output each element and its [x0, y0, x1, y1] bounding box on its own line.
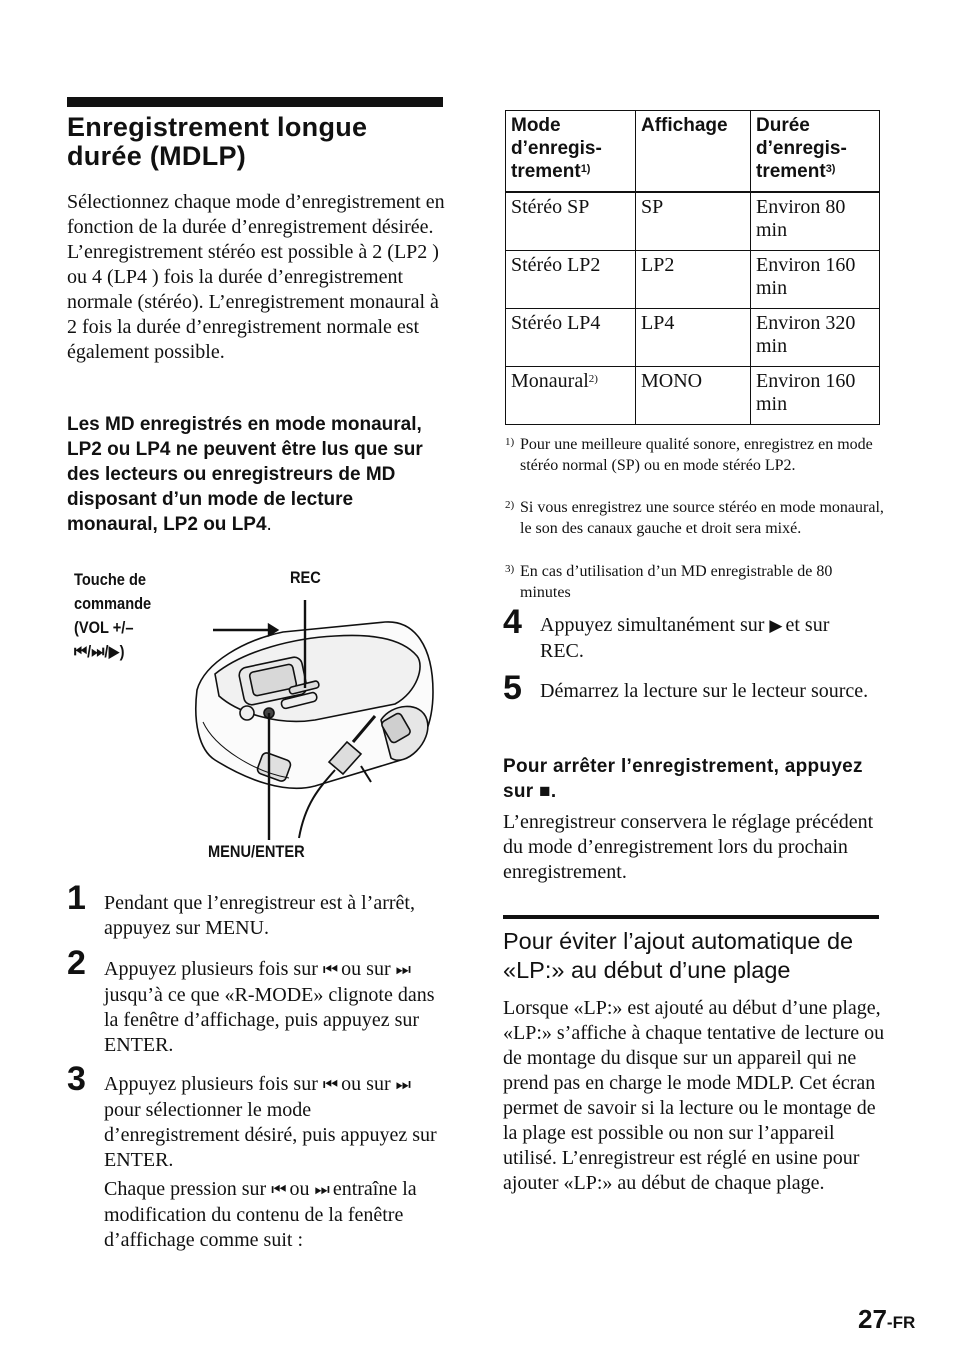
warning-period: .: [266, 514, 272, 535]
header-duration-note: 3): [825, 163, 836, 175]
intro-paragraph: Sélectionnez chaque mode d’enregistrement en fonction de la durée d’enregistrement désirée. L’enregistrement stéréo est possible à 2 (LP2 ) ou 4 (LP4 ) fois la durée d’enregistrement normale (stéréo). L’enregistrement monaural à 2 fois la durée d’enregistrement normale est également possible.: [67, 191, 445, 363]
step-2-text-a: Appuyez plusieurs fois sur: [104, 958, 318, 980]
step-4-text: [540, 613, 870, 664]
cell-mode-text: Monaural: [511, 370, 589, 392]
stop-recording-body: L’enregistreur conservera le réglage précédent du mode d’enregistrement lors du prochain enregistrement.: [503, 811, 874, 883]
control-key-label-line-2: commande: [74, 594, 152, 613]
cell-mode-text: Stéréo SP: [511, 196, 590, 218]
step-3-sub-a: Chaque pression sur: [104, 1178, 267, 1200]
section-rule: [503, 915, 879, 919]
header-mode: [506, 111, 636, 193]
footnote-2-mark: 2): [505, 499, 515, 511]
prev-track-icon: ⏮: [322, 960, 337, 980]
header-mode-note: 1): [580, 163, 591, 175]
table-row: [506, 192, 880, 251]
rec-label: REC: [290, 568, 321, 587]
control-key-label-line-3: (VOL +/–: [74, 618, 134, 637]
footnote-3-mark: 3): [505, 563, 515, 575]
step-4-number: 4: [503, 603, 522, 641]
next-track-icon: ⏭: [395, 1075, 409, 1095]
prev-track-icon: ⏮: [271, 1180, 285, 1200]
cell-duration: Environ 80 min: [751, 192, 880, 251]
header-duration-label: Durée d’enregis-trement: [756, 115, 847, 182]
cell-display: LP2: [636, 251, 751, 309]
step-3-text-c: pour sélectionner le mode d’enregistrement désiré, puis appuyez sur ENTER.: [104, 1099, 437, 1171]
step-4-text-b: et sur REC.: [540, 614, 830, 662]
footnote-1: [505, 434, 885, 476]
cell-mode-note: 2): [588, 373, 598, 385]
md-recorder-illustration: [185, 592, 445, 842]
step-3-subtext: [104, 1177, 454, 1253]
table-row: [506, 251, 880, 309]
step-2-text-c: jusqu’à ce que «R-MODE» clignote dans la fenêtre d’affichage, puis appuyez sur ENTER.: [104, 984, 435, 1056]
step-2-number: 2: [67, 944, 86, 982]
table-row: [506, 367, 880, 425]
cell-mode-text: Stéréo LP2: [511, 254, 601, 276]
step-3-sub-b: ou: [289, 1178, 310, 1200]
header-mode-label: Mode d’enregis-trement: [511, 115, 602, 182]
step-2-text: [104, 957, 449, 1058]
footnote-3-text: En cas d’utilisation d’un MD enregistrable de 80 minutes: [520, 563, 833, 601]
cell-mode: [506, 309, 636, 367]
cell-duration: Environ 160 min: [751, 367, 880, 425]
cell-display: LP4: [636, 309, 751, 367]
stop-heading-text: Pour arrêter l’enregistrement, appuyez sur: [503, 756, 863, 802]
menu-enter-label: MENU/ENTER: [208, 842, 305, 861]
section-body-lp-prefix: Lorsque «LP:» est ajouté au début d’une plage, «LP:» s’affiche à chaque tentative de lecture ou de montage du disque sur un appareil qui ne prend pas en charge le mode MDLP. Cet écran permet de savoir si la lecture ou le montage de la plage est possible ou non sur l’appareil utilisé. L’enregistreur est réglé en usine pour ajouter «LP:» au début de chaque plage.: [503, 997, 885, 1194]
table-row: [506, 309, 880, 367]
warning-text: Les MD enregistrés en mode monaural, LP2 ou LP4 ne peuvent être lus que sur des lecteurs ou enregistreurs de MD disposant d’un mode de lecture monaural, LP2 ou LP4: [67, 414, 423, 535]
cell-duration: Environ 160 min: [751, 251, 880, 309]
page-title: Enregistrement longue durée (MDLP): [67, 112, 368, 171]
next-track-icon: ⏭: [314, 1180, 328, 1200]
footnote-2-text: Si vous enregistrez une source stéréo en mode monaural, le son des canaux gauche et droit sera mixé.: [520, 499, 884, 537]
cell-mode: [506, 367, 636, 425]
step-1-text: Pendant que l’enregistreur est à l’arrêt, appuyez sur MENU.: [104, 892, 415, 939]
control-key-label-line-1: Touche de: [74, 570, 147, 589]
footnote-1-text: Pour une meilleure qualité sonore, enregistrez en mode stéréo normal (SP) ou en mode stéréo LP2.: [520, 436, 873, 474]
stop-icon: ■: [539, 781, 551, 802]
step-3-number: 3: [67, 1060, 86, 1098]
footnote-1-mark: 1): [505, 436, 515, 448]
recording-mode-table: [505, 110, 880, 425]
page-language-suffix: -FR: [886, 1313, 916, 1332]
cell-mode: [506, 192, 636, 251]
page-number: [858, 1304, 915, 1338]
next-track-icon: ⏭: [395, 960, 409, 980]
step-5-number: 5: [503, 669, 522, 707]
title-rule: [67, 97, 443, 107]
step-3-text-b: ou sur: [341, 1073, 391, 1095]
footnote-3: [505, 561, 885, 603]
compatibility-warning: [67, 412, 447, 537]
footnote-2: [505, 497, 885, 539]
control-key-label-line-4: ⏮/⏭/▶): [74, 642, 125, 661]
stop-recording-heading: [503, 754, 883, 804]
step-4-text-a: Appuyez simultanément sur: [540, 614, 765, 636]
cell-mode: [506, 251, 636, 309]
step-2-text-b: ou sur: [341, 958, 391, 980]
step-3-text-a: Appuyez plusieurs fois sur: [104, 1073, 318, 1095]
step-3-sub-c: entraîne la modification du contenu de la fenêtre d’affichage comme suit :: [104, 1178, 417, 1251]
step-5-text: Démarrez la lecture sur le lecteur source.: [540, 680, 869, 702]
prev-track-icon: ⏮: [322, 1075, 337, 1095]
cell-duration: Environ 320 min: [751, 309, 880, 367]
header-display: Affichage: [636, 111, 751, 193]
header-duration: [751, 111, 880, 193]
cell-display: SP: [636, 192, 751, 251]
step-3-text: [104, 1072, 449, 1173]
cell-display: MONO: [636, 367, 751, 425]
section-title-lp-prefix: Pour éviter l’ajout automatique de «LP:» au début d’une plage: [503, 928, 854, 983]
page-number-value: 27: [858, 1304, 887, 1334]
table-header-row: [506, 111, 880, 193]
cell-mode-text: Stéréo LP4: [511, 312, 601, 334]
stop-heading-period: .: [550, 781, 557, 802]
step-1-number: 1: [67, 879, 86, 917]
play-icon: ▶: [769, 616, 781, 636]
